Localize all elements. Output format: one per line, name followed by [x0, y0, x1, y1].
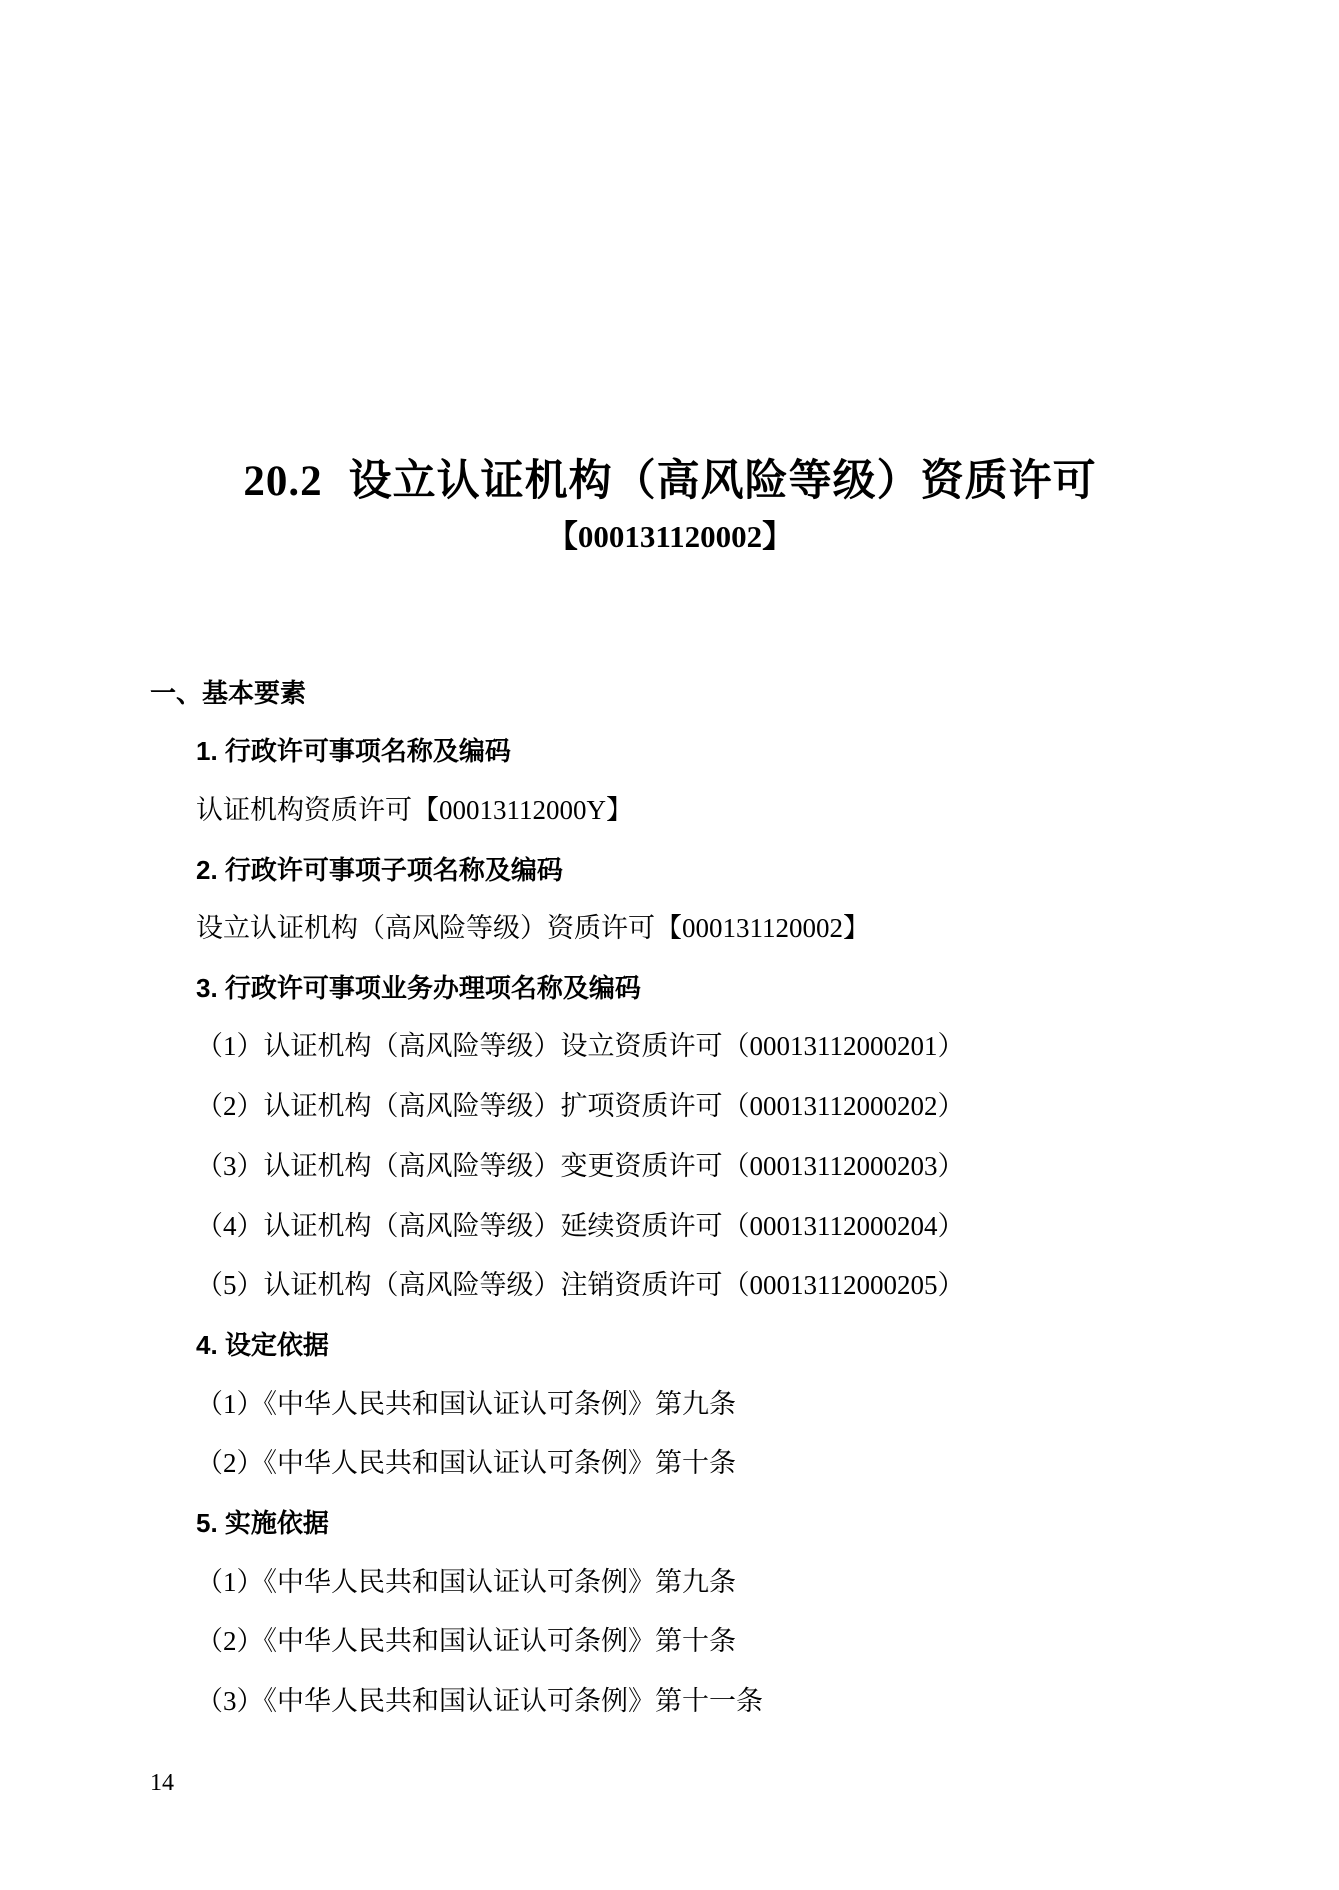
sub-heading-item-name-code: 1. 行政许可事项名称及编码: [196, 736, 511, 767]
page-number: 14: [150, 1770, 174, 1796]
body-line: （3）《中华人民共和国认证认可条例》第十一条: [196, 1686, 763, 1717]
sub-heading-subitem-name-code: 2. 行政许可事项子项名称及编码: [196, 854, 563, 885]
body-line: （2）《中华人民共和国认证认可条例》第十条: [196, 1448, 736, 1479]
body-line: （5）认证机构（高风险等级）注销资质许可（00013112000205）: [196, 1270, 965, 1301]
sub-heading-business-items: 3. 行政许可事项业务办理项名称及编码: [196, 972, 641, 1003]
sub-heading-establishment-basis: 4. 设定依据: [196, 1330, 329, 1361]
body-line: （1）《中华人民共和国认证认可条例》第九条: [196, 1566, 736, 1597]
body-line: （4）认证机构（高风险等级）延续资质许可（00013112000204）: [196, 1210, 965, 1241]
body-line: （3）认证机构（高风险等级）变更资质许可（00013112000203）: [196, 1150, 965, 1181]
document-content: [150, 0, 1190, 1721]
page-title-text: 设立认证机构（高风险等级）资质许可: [348, 458, 1097, 505]
body-line: 设立认证机构（高风险等级）资质许可【000131120002】: [196, 913, 870, 944]
page-title-code: 【000131120002】: [546, 518, 794, 554]
section-heading-basic-elements: 一、基本要素: [150, 678, 307, 709]
body-line: 认证机构资质许可【00013112000Y】: [196, 794, 633, 825]
body-line: （1）《中华人民共和国认证认可条例》第九条: [196, 1388, 736, 1419]
body-line: （2）认证机构（高风险等级）扩项资质许可（00013112000202）: [196, 1091, 965, 1121]
body-line: （1）认证机构（高风险等级）设立资质许可（00013112000201）: [196, 1031, 965, 1062]
page-title: [150, 0, 1190, 509]
sub-heading-implementation-basis: 5. 实施依据: [196, 1508, 329, 1539]
page-title-number: 20.2: [243, 458, 323, 505]
body-line: （2）《中华人民共和国认证认可条例》第十条: [196, 1626, 736, 1657]
